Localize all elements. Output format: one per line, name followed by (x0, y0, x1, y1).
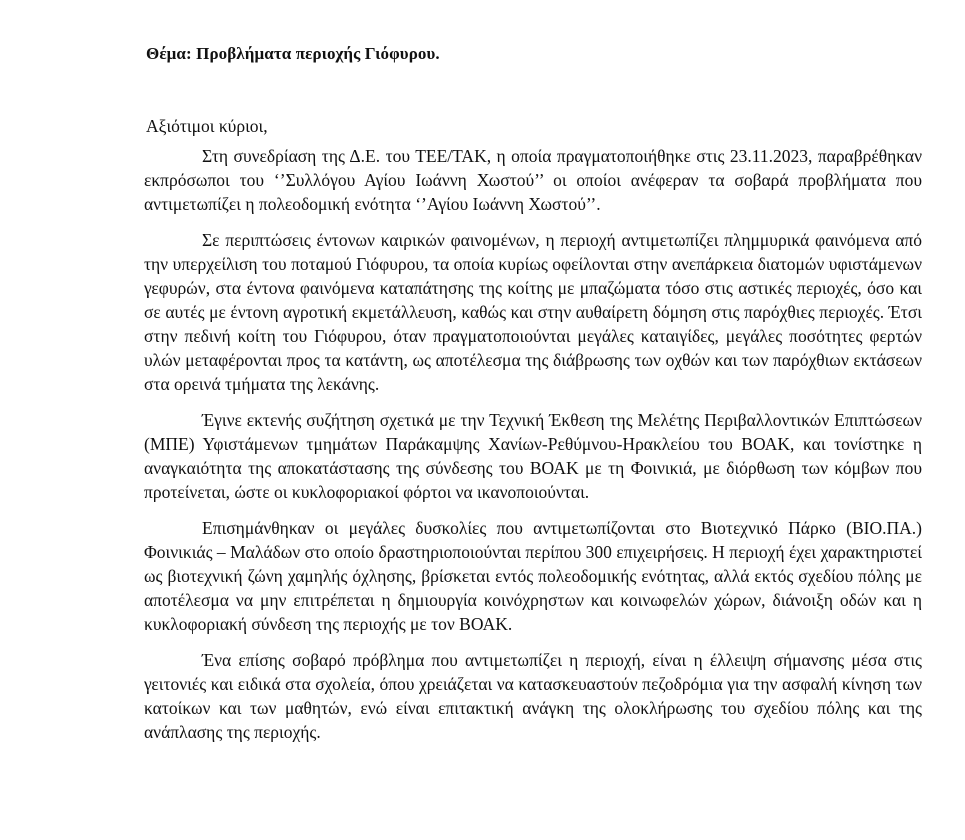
paragraph-industrial-park: Επισημάνθηκαν οι μεγάλες δυσκολίες που αντιμετωπίζονται στο Βιοτεχνικό Πάρκο (ΒΙΟ.ΠΑ.) Φοινικιάς – Μαλάδων στο οποίο δραστηριοποιούνται περίπου 300 επιχειρήσεις. Η περιοχή έχει χαρακτηριστεί ως βιοτεχνική ζώνη χαμηλής όχλησης, βρίσκεται εντός πολεοδομικής ενότητας, αλλά εκτός σχεδίου πόλης με αποτέλεσμα να μην επιτρέπεται η δημιουργία κοινόχρηστων και κοινωφελών χώρων, διάνοιξη οδών και η κυκλοφοριακή σύνδεση της περιοχής με τον ΒΟΑΚ. (144, 518, 922, 634)
document-body (144, 144, 922, 756)
paragraph-meeting: Στη συνεδρίαση της Δ.Ε. του ΤΕΕ/ΤΑΚ, η οποία πραγματοποιήθηκε στις 23.11.2023, παραβρέθηκαν εκπρόσωποι του ‘’Συλλόγου Αγίου Ιωάννη Χωστού’’ οι οποίοι ανέφεραν τα σοβαρά προβλήματα που αντιμετωπίζει η πολεοδομική ενότητα ‘’Αγίου Ιωάννη Χωστού’’. (144, 146, 922, 214)
paragraph-signage-schools: Ένα επίσης σοβαρό πρόβλημα που αντιμετωπίζει η περιοχή, είναι η έλλειψη σήμανσης μέσα στις γειτονιές και ειδικά στα σχολεία, όπου χρειάζεται να κατασκευαστούν πεζοδρόμια για την ασφαλή κίνηση των κατοίκων και των μαθητών, ενώ είναι επιτακτική ανάγκη της ολοκλήρωσης του σχεδίου πόλης και της ανάπλασης της περιοχής. (144, 650, 922, 742)
salutation: Αξιότιμοι κύριοι, (146, 116, 268, 136)
paragraph-environmental-study: Έγινε εκτενής συζήτηση σχετικά με την Τεχνική Έκθεση της Μελέτης Περιβαλλοντικών Επιπτώσεων (ΜΠΕ) Υφιστάμενων τμημάτων Παράκαμψης Χανίων-Ρεθύμνου-Ηρακλείου του ΒΟΑΚ, και τονίστηκε η αναγκαιότητα της αποκατάστασης της σύνδεσης του ΒΟΑΚ με τη Φοινικιά, με διόρθωση των κόμβων που προτείνεται, ώστε οι κυκλοφοριακοί φόρτοι να ικανοποιούνται. (144, 410, 922, 502)
paragraph-flooding: Σε περιπτώσεις έντονων καιρικών φαινομένων, η περιοχή αντιμετωπίζει πλημμυρικά φαινόμενα από την υπερχείλιση του ποταμού Γιόφυρου, τα οποία κυρίως οφείλονται στην ανεπάρκεια διατομών υφιστάμενων γεφυρών, στα έντονα φαινόμενα καταπάτησης της κοίτης με μπαζώματα τόσο στις αστικές περιοχές, όσο και σε αυτές με έντονη αγροτική εκμετάλλευση, καθώς και στην αυθαίρετη δόμηση στις παρόχθιες περιοχές. Έτσι στην πεδινή κοίτη του Γιόφυρου, όταν πραγματοποιούνται μεγάλες καταιγίδες, μεγάλες ποσότητες φερτών υλών μεταφέρονται προς τα κατάντη, ως αποτέλεσμα της διάβρωσης των οχθών και των παρόχθιων εκτάσεων στα ορεινά τμήματα της λεκάνης. (144, 230, 922, 394)
document-subject: Θέμα: Προβλήματα περιοχής Γιόφυρου. (146, 44, 440, 63)
